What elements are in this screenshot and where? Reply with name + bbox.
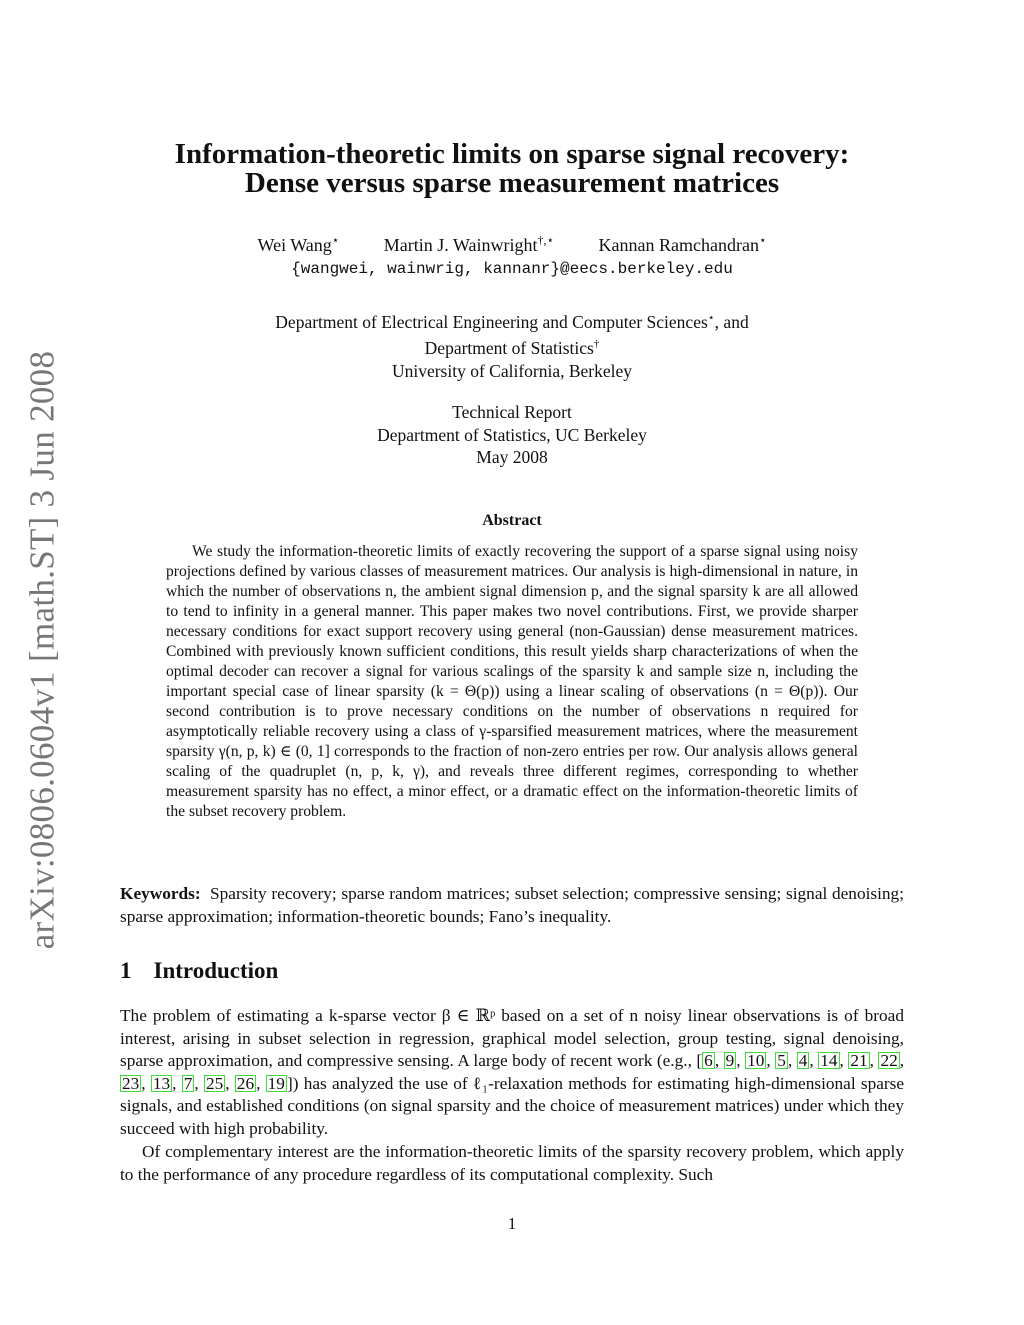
intro-paragraph-1: The problem of estimating a k-sparse vector β ∈ ℝᵖ based on a set of n noisy linear observations is of broad interest, arising in subset selection in regression, graphical model selection, group testing, signal denoising, sparse approximation, and compressive sensing. A large body of recent work (e.g., [ 6 , 9 , 10 , 5 , 4 , 14 , 21 , 22 , 23 , 13 , 7 , 25 , 26 , 19 ]) has analyzed the use of ℓ₁-relaxation methods for estimating high-dimensional sparse signals, and established conditions (on signal sparsity and the choice of measurement matrices) under which they succeed with high probability.: [120, 1006, 905, 1138]
citation-link[interactable]: 22: [880, 1051, 898, 1070]
citation-link[interactable]: 23: [122, 1073, 140, 1093]
section-heading: [120, 958, 278, 984]
report-type: Technical Report: [452, 402, 572, 422]
report-info: [0, 401, 1024, 469]
report-date: May 2008: [476, 447, 548, 467]
citation-link[interactable]: 4: [798, 1051, 808, 1070]
citation-link[interactable]: 6: [704, 1051, 713, 1070]
title-line-1: Information-theoretic limits on sparse signal recovery:: [174, 138, 850, 170]
affiliation-line-2: Department of Statistics†: [424, 338, 600, 359]
keywords-text: Sparsity recovery; sparse random matrices; subset selection; compressive sensing; signal denoising; sparse approximation; information-theoretic bounds; Fano’s inequality.: [120, 884, 904, 926]
author: Kannan Ramchandran⋆: [598, 233, 767, 255]
citation-link[interactable]: 25: [205, 1073, 224, 1093]
author-emails: {wangwei, wainwrig, kannanr}@eecs.berkeley.edu: [291, 260, 733, 278]
title-line-2: Dense versus sparse measurement matrices: [244, 167, 780, 199]
section-number: 1: [120, 958, 132, 983]
keywords: [120, 883, 904, 928]
citation-link[interactable]: 21: [850, 1051, 868, 1070]
section-title: Introduction: [153, 958, 279, 983]
citation-link[interactable]: 14: [820, 1051, 838, 1070]
citation-link[interactable]: 7: [183, 1073, 193, 1093]
author-list: [0, 233, 1024, 256]
citation-link[interactable]: 5: [777, 1051, 786, 1070]
arxiv-identifier-text: arXiv:0806.0604v1 [math.ST] 3 Jun 2008: [22, 350, 62, 950]
paper-title: [0, 140, 1024, 198]
page-number: 1: [507, 1214, 517, 1233]
affiliation-line-1: Department of Electrical Engineering and Computer Sciences⋆, and: [275, 311, 749, 332]
author: Martin J. Wainwright†,⋆: [383, 233, 555, 255]
citation-link[interactable]: 9: [725, 1051, 735, 1070]
citation-link[interactable]: 10: [747, 1051, 765, 1070]
citation-list: 6 , 9 , 10 , 5 , 4 , 14 , 21 , 22 , 23 , 13 , 7 , 25 , 26 , 19: [122, 1051, 905, 1093]
abstract-heading: Abstract: [482, 512, 542, 529]
abstract-body: We study the information-theoretic limits of exactly recovering the support of a sparse signal using noisy projections defined by various classes of measurement matrices. Our analysis is high-dimensional in nature, in which the number of observations n, the ambient signal dimension p, and the signal sparsity k are all allowed to tend to infinity in a general manner. This paper makes two novel contributions. First, we provide sharper necessary conditions for exact support recovery using general (non-Gaussian) dense measurement matrices. Combined with previously known sufficient conditions, this result yields sharp characterizations of when the optimal decoder can recover a signal for various scalings of the sparsity k and sample size n, including the important special case of linear sparsity (k = Θ(p)) using a linear scaling of observations (n = Θ(p)). Our second contribution is to prove necessary conditions on the number of observations n required for asymptotically reliable recovery using a class of γ-sparsified measurement matrices, where the measurement sparsity γ(n, p, k) ∈ (0, 1] corresponds to the fraction of non-zero entries per row. Our analysis allows general scaling of the quadruplet (n, p, k, γ), and reveals three different regimes, corresponding to whether measurement sparsity has no effect, a minor effect, or a dramatic effect on the information-theoretic limits of the subset recovery problem.: [166, 543, 858, 820]
keywords-label: Keywords:: [120, 884, 201, 903]
author: Wei Wang⋆: [257, 233, 340, 255]
affiliation-line-3: University of California, Berkeley: [391, 360, 633, 381]
citation-link[interactable]: 13: [152, 1073, 171, 1093]
report-department: Department of Statistics, UC Berkeley: [377, 424, 647, 445]
citation-link[interactable]: 19: [267, 1073, 285, 1093]
affiliation: [0, 307, 1024, 382]
intro-paragraph-2: Of complementary interest are the information-theoretic limits of the sparsity recovery problem, which apply to the performance of any procedure regardless of its computational complexity. Such: [120, 1142, 904, 1184]
citation-link[interactable]: 26: [236, 1073, 255, 1093]
